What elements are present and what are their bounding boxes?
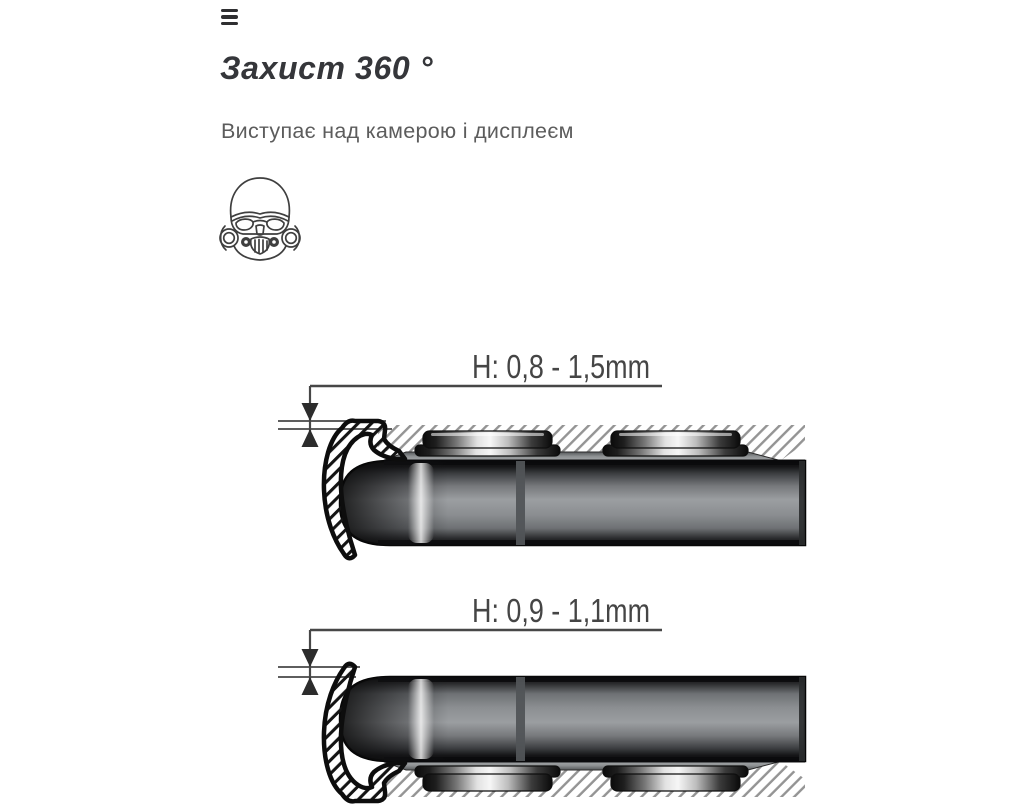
arrow-down-icon [302,649,319,667]
arrow-down-icon [302,403,319,421]
case-cross-section-diagram-display [278,584,808,810]
hamburger-menu-icon[interactable] [221,9,239,28]
page-subtitle: Виступає над камерою і дисплеєм [221,119,574,143]
camera-lens [603,766,748,791]
dimension-label-camera: H: 0,8 - 1,5mm [472,348,650,385]
stormtrooper-helmet-icon [219,174,301,264]
menu-bar [221,22,238,25]
phone-camera-side-drawing [324,421,805,559]
arrow-up-icon [302,429,319,447]
antenna-band [516,677,525,761]
edge-highlight [408,679,434,759]
camera-lens [415,766,560,791]
antenna-band [516,461,525,545]
dimension-label-display: H: 0,9 - 1,1mm [472,592,650,629]
camera-lens [603,431,748,456]
camera-lens [415,431,560,456]
cut-edge [799,461,805,545]
edge-highlight [408,463,434,543]
menu-bar [221,15,238,18]
phone-display-side-drawing [324,664,805,802]
menu-bar [221,9,238,12]
cut-edge [799,677,805,761]
arrow-up-icon [302,677,319,695]
case-cross-section-diagram-camera [278,340,808,566]
page-title: Захист 360 ° [220,50,434,86]
